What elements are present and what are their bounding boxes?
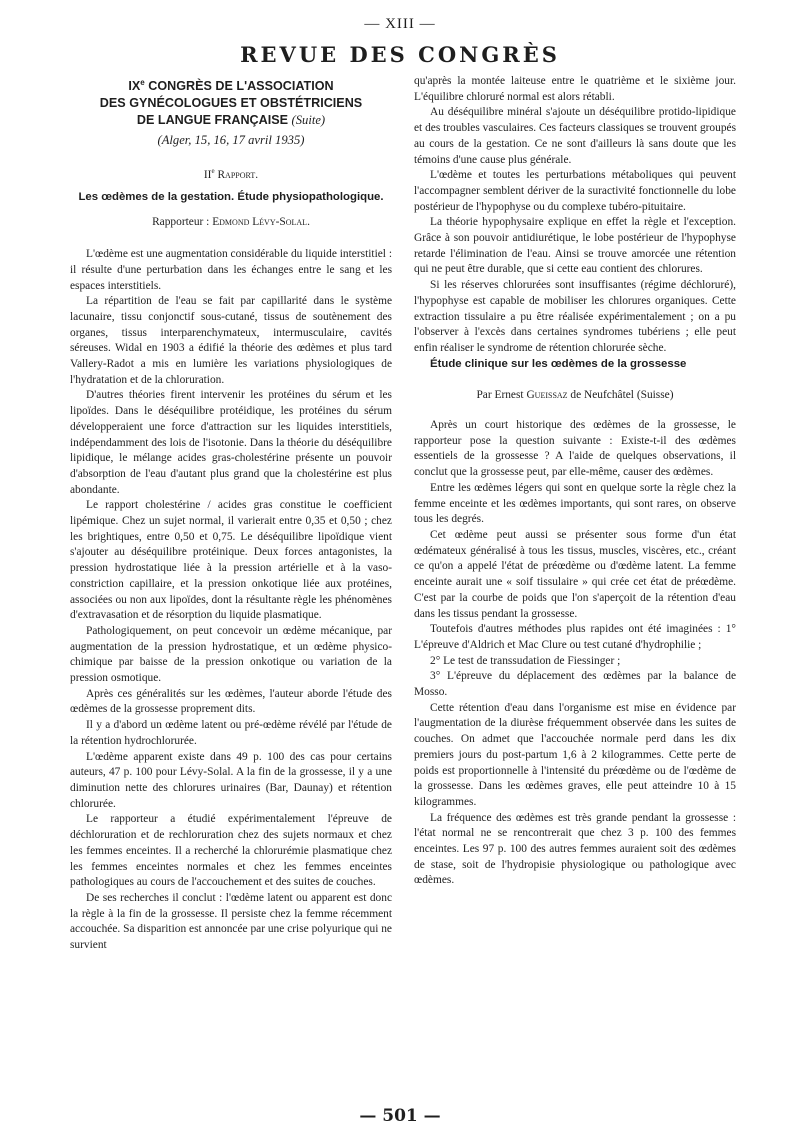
report-rapporteur: Rapporteur : Edmond Lévy-Solal.	[152, 216, 310, 229]
paragraph: Cette rétention d'eau dans l'organisme est mise en évidence par l'augmentation de la diurèse fréquemment observée dans les suites de couches. On admet que l'accouchée normale perd dans les dix premiers jours du post-partum 1,6 à 2 kilogrammes. Cette perte de poids est proportionnelle à l'intensité du préœdème ou de l'œdème de la grossesse. Dans les œdèmes graves, elle peut atteindre 10 à 15 kilogrammes.	[414, 701, 736, 808]
congress-line-3: DE LANGUE FRANÇAISE (Suite)	[136, 113, 326, 128]
right-column	[414, 74, 736, 889]
paragraph: La théorie hypophysaire explique en effet la règle et l'exception. Grâce à son pouvoir antidiurétique, le lobe postérieur de l'hypophyse retarde l'élimination de l'eau. Ainsi se trouve amorcée une rétention qui ne peut être durable, que si cette eau contient des chlorures.	[414, 216, 736, 276]
paragraph: Après ces généralités sur les œdèmes, l'auteur aborde l'étude des œdèmes de la grossesse proprement dits.	[70, 687, 392, 716]
paragraph: Cet œdème peut aussi se présenter sous forme d'un état œdémateux généralisé à tous les tissus, muscles, viscères, etc., créant ce qu'on a appelé l'état de préœdème ou d'œdème latent. La femme enceinte aurait une « soif tissulaire » qui crée cet état de préœdème. C'est par la courbe de poids que l'on s'aperçoit de la rétention d'eau dans les tissus pendant la grossesse.	[414, 528, 736, 620]
report-title: Les œdèmes de la gestation. Étude physiopathologique.	[78, 191, 384, 204]
clinical-study-author: Par Ernest Gueissaz de Neufchâtel (Suisse)	[476, 389, 674, 402]
paragraph: Entre les œdèmes légers qui sont en quelque sorte la règle chez la femme enceinte et les œdèmes importants, qui sont rares, on observe tous les degrés.	[414, 481, 736, 526]
paragraph: D'autres théories firent intervenir les protéines du sérum et les lipoïdes. Dans le déséquilibre protéidique, les protéines du sérum développeraient une force d'attraction sur les liquides interstitiels, indépendamment des lois de l'isotonie. Dans la théorie du déséquilibre lipidique, le mélange acides gras-cholestérine présente un pouvoir d'absorption de l'eau d'autant plus grand que la cholestérine est plus abondante.	[70, 389, 392, 496]
clinical-study-title: Étude clinique sur les œdèmes de la grossesse	[430, 357, 687, 370]
congress-dates: (Alger, 15, 16, 17 avril 1935)	[157, 133, 305, 148]
roman-page-number: — XIII —	[364, 16, 436, 32]
paragraph: L'œdème est une augmentation considérable du liquide interstitiel : il résulte d'une perturbation dans les échanges entre le sang et les espaces interstitiels.	[70, 248, 392, 292]
paragraph: Après un court historique des œdèmes de la grossesse, le rapporteur pose la question suivante : Existe-t-il des œdèmes essentiels de la grossesse ? A l'aide de quelques observations, il conclut que la grossesse peut, par elle-même, causer des œdèmes.	[414, 419, 736, 479]
paragraph: 2° Le test de transsudation de Fiessinger ;	[430, 654, 621, 667]
paragraph: Toutefois d'autres méthodes plus rapides ont été imaginées : 1° L'épreuve d'Aldrich et Mac Clure ou test cutané d'hydrophilie ;	[414, 623, 736, 651]
paragraph: L'œdème et toutes les perturbations métaboliques qui peuvent l'accompagner semblent dériver de la suractivité fonctionnelle du lobe postérieur de l'hypophyse ou du complexe tubéro-pituitaire.	[414, 169, 736, 213]
congress-heading	[70, 74, 392, 129]
paragraph: Pathologiquement, on peut concevoir un œdème mécanique, par augmentation de la pression hydrostatique, et un œdème physico-chimique par baisse de la pression onkotique ou variation de la pression osmotique.	[70, 624, 392, 685]
paragraph: qu'après la montée laiteuse entre le quatrième et le sixième jour. L'équilibre chloruré normal est alors rétabli.	[414, 75, 736, 103]
left-column	[70, 74, 392, 954]
paragraph: Au déséquilibre minéral s'ajoute un déséquilibre protido-lipidique et des troubles vasculaires. Ces facteurs classiques se trouvent groupés au cours de la gestation. Ce ne sont d'ailleurs là sans doute que les témoins d'une cause plus générale.	[414, 106, 737, 166]
page-number: — 501 —	[359, 1106, 441, 1126]
congress-line-2: DES GYNÉCOLOGUES ET OBSTÉTRICIENS	[99, 96, 363, 111]
paragraph: 3° L'épreuve du déplacement des œdèmes par la balance de Mosso.	[414, 670, 736, 699]
paragraph: La fréquence des œdèmes est très grande pendant la grossesse : l'état normal ne se rencontrerait que chez 3 p. 100 des femmes enceintes. Les 97 p. 100 des autres femmes auraient soit des œdèmes de stase, soit de l'hydropisie physiologique ou pathologique avec œdèmes.	[414, 811, 736, 887]
suite-label: (Suite)	[291, 113, 326, 128]
paragraph: L'œdème apparent existe dans 49 p. 100 des cas pour certains auteurs, 47 p. 100 pour Lévy-Solal. A la fin de la grossesse, il y a une diminution nette des chlorures urinaires (Bar, Daunay) et rétention chlorurée.	[70, 750, 392, 810]
paragraph: Il y a d'abord un œdème latent ou pré-œdème révélé par l'étude de la rétention hydrochlorurée.	[70, 719, 392, 747]
paragraph: La répartition de l'eau se fait par capillarité dans le système lacunaire, tissu conjonctif sous-cutané, tissus de soutènement des organes, tissus interparenchymateux, intermusculaire, cavités séreuses. Widal en 1903 a édifié la théorie des œdèmes et plus tard Vallery-Radot a mis en lumière les variations physiologiques de l'hydratation et de la chloruration.	[70, 295, 392, 386]
paragraph: Si les réserves chlorurées sont insuffisantes (régime déchloruré), l'hypophyse est capable de mobiliser les chlorures organiques. Cette extraction tissulaire a pu être réalisée expérimentalement ; on a pu l'observer à l'excès dans certaines syndromes tubériens ; elle peut enfin réaliser le syndrome de rétention chlorurée sèche.	[414, 279, 736, 354]
paragraph: Le rapport cholestérine / acides gras constitue le coefficient lipémique. Chez un sujet normal, il varierait entre 0,35 et 0,50 ; chez les brightiques, entre 0,50 et 0,75. Le déséquilibre lipoïdique vient s'ajouter au déséquilibre protéinique. Deux forces antagonistes, la pression hydrostatique liée à la pression artérielle et à la vaso-constriction capillaire, et la pression onkotique liée aux protéines, associées ou non aux lipoïdes, dont la résultante règle les phénomènes d'extravasation et de résorption du liquide plasmatique.	[70, 499, 392, 622]
journal-title: REVUE DES CONGRÈS	[240, 42, 560, 67]
paragraph: Le rapporteur a étudié expérimentalement l'épreuve de déchloruration et de rechloruration chez des sujets normaux et chez les femmes enceintes. Il a recherché la chlorurémie plasmatique chez les femmes enceintes normales et chez les femmes enceintes pathologiques au cours de l'accouchement et des suites de couches.	[70, 813, 392, 889]
congress-line-1: IXe CONGRÈS DE L'ASSOCIATION	[128, 78, 334, 94]
paragraph: De ses recherches il conclut : l'œdème latent ou apparent est donc la règle à la fin de la grossesse. Il persiste chez la femme récemment accouchée. Sa disparition est annoncée par une crise polyurique qui ne survient	[70, 891, 392, 952]
report-number: IIe Rapport.	[203, 166, 259, 181]
